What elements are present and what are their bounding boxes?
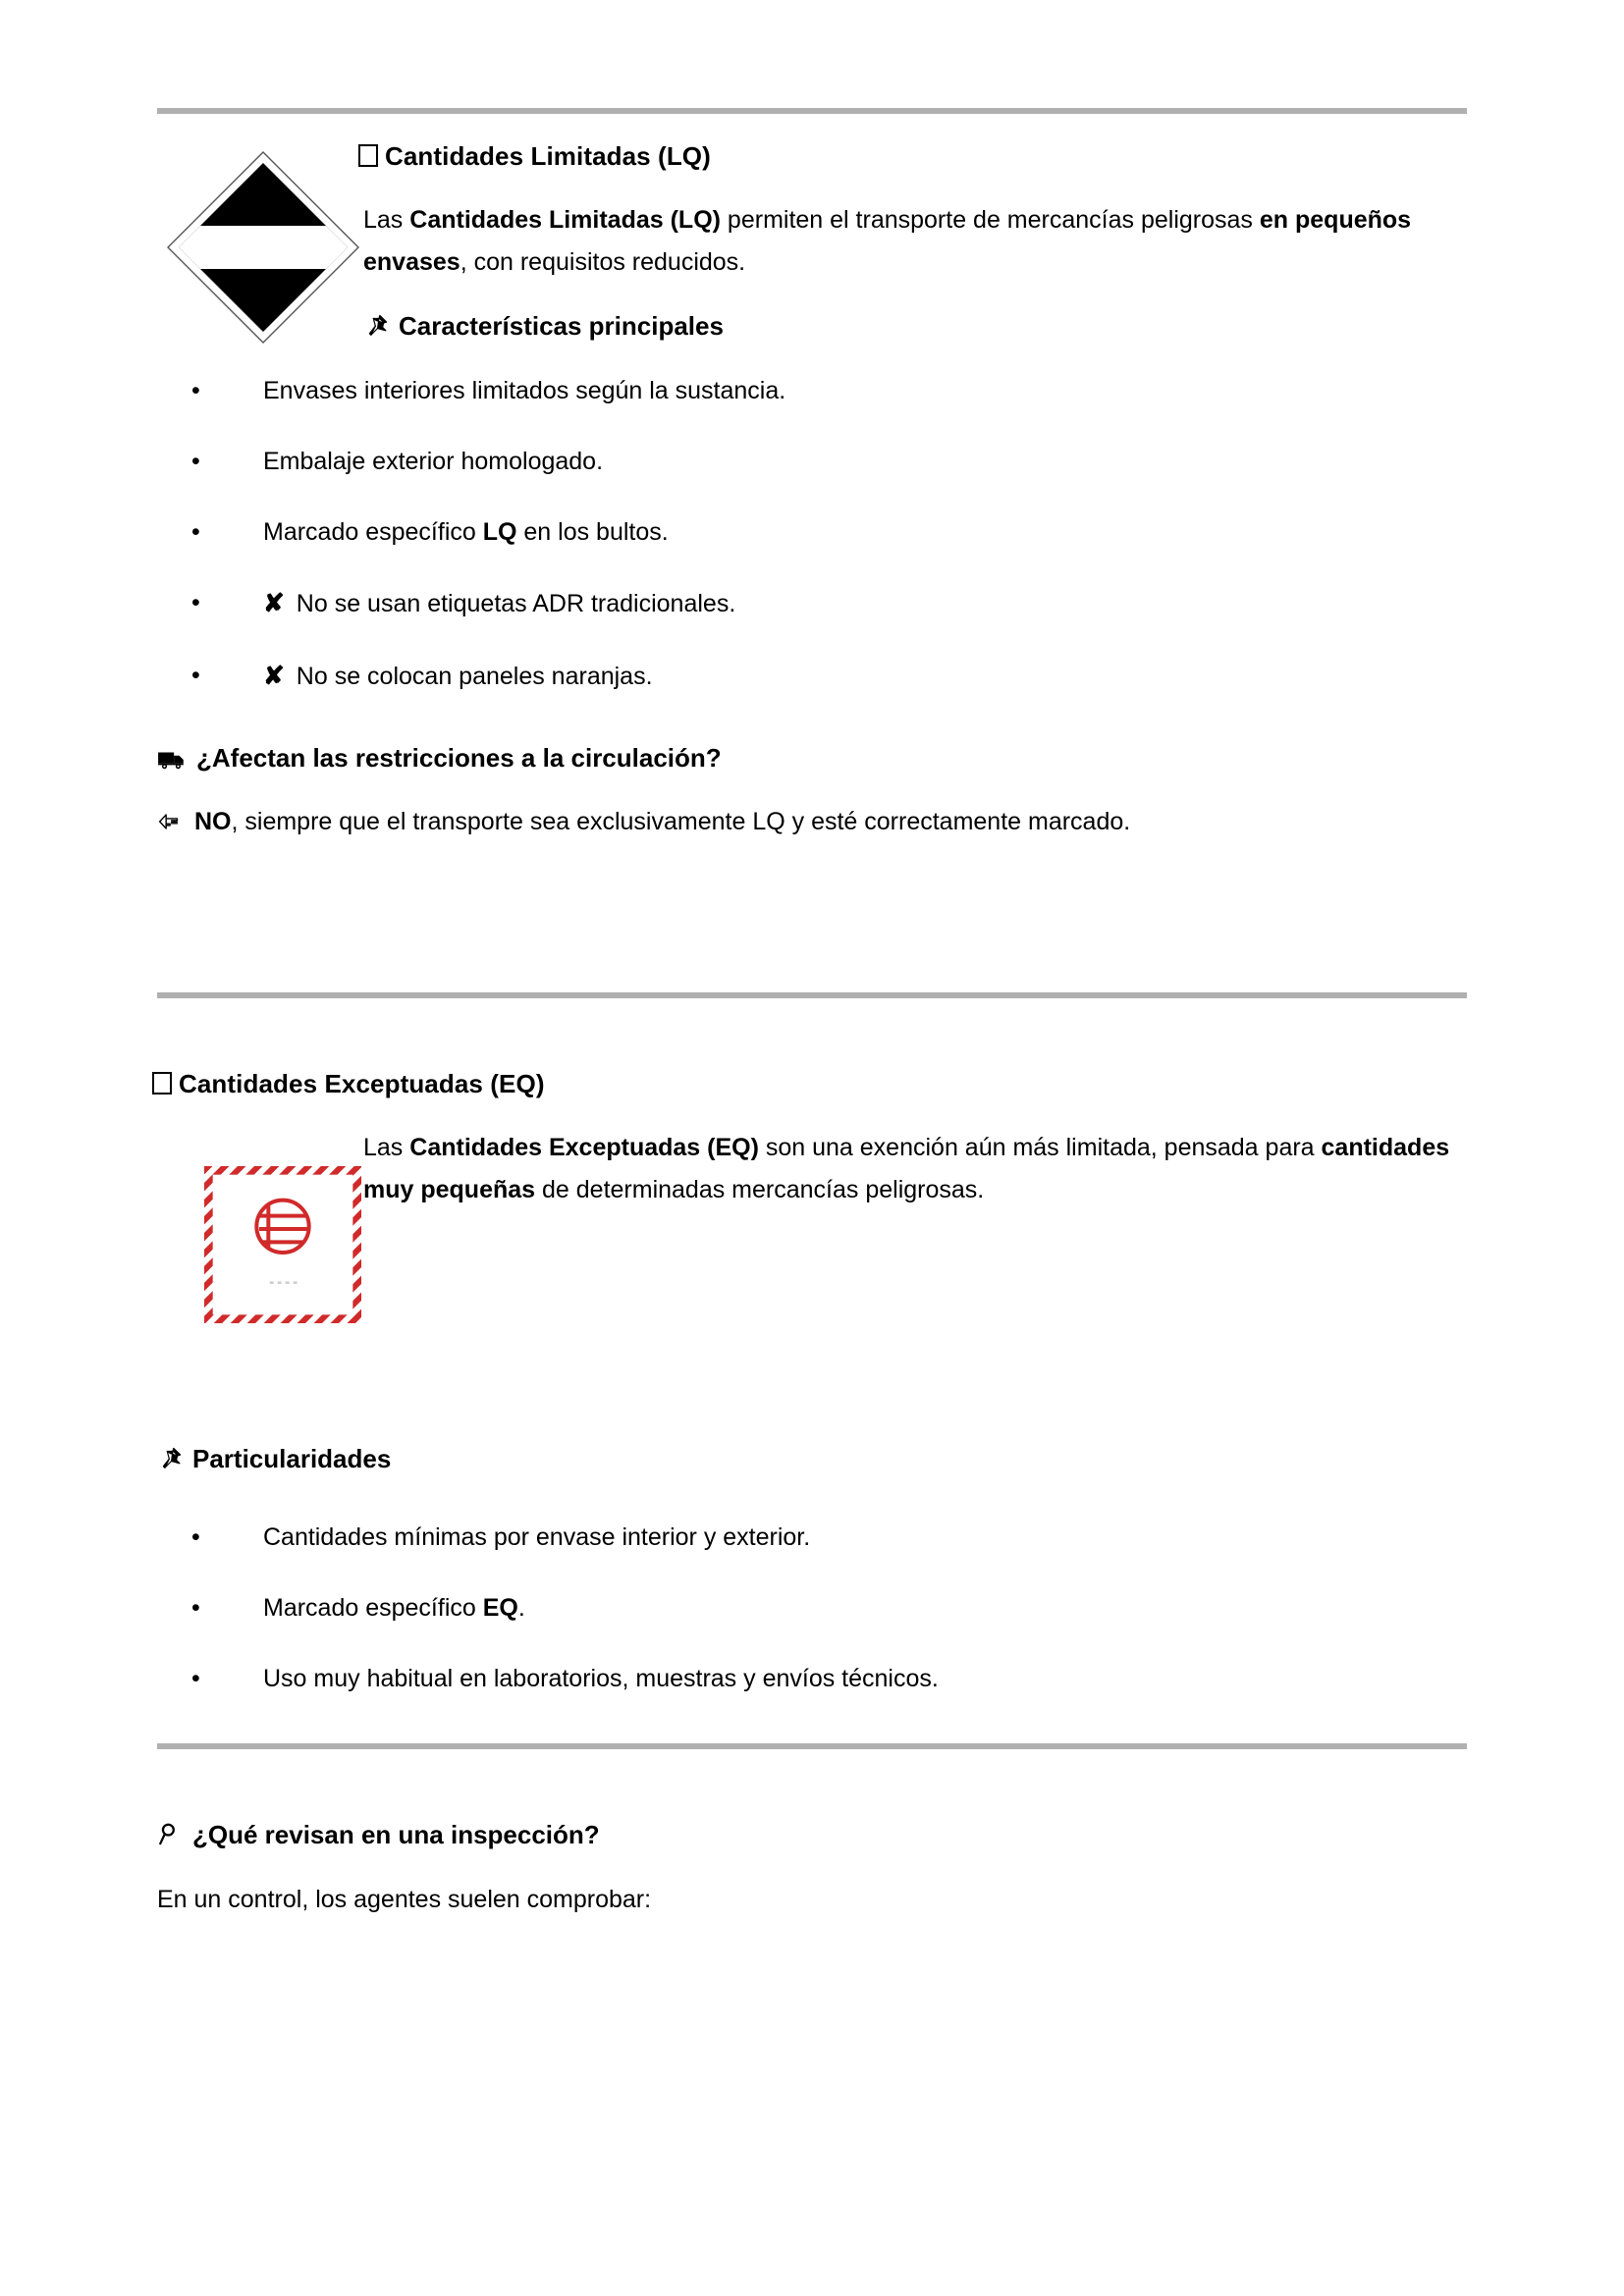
inspection-heading-text: ¿Qué revisan en una inspección? [192, 1820, 600, 1850]
inspection-heading [157, 1818, 1467, 1852]
list-item [157, 512, 1467, 552]
lq-answer-rest: , siempre que el transporte sea exclusivamente LQ y esté correctamente marcado. [231, 808, 1131, 836]
list-item [157, 1659, 1467, 1698]
eq-intro-text [363, 1127, 1467, 1211]
list-item [157, 442, 1467, 481]
list-item-text: Uso muy habitual en laboratorios, muestras y envíos técnicos. [263, 1665, 939, 1693]
lq-section-heading [363, 139, 1467, 174]
truck-icon [157, 749, 187, 771]
list-item-text: Cantidades mínimas por envase interior y exterior. [263, 1523, 811, 1552]
list-item [157, 1588, 1467, 1628]
eq-section-number-glyph [157, 1067, 179, 1101]
lq-heading-and-intro [363, 139, 1467, 344]
lq-intro-paragraph: Las Cantidades Limitadas (LQ) permiten el transporte de mercancías peligrosas en pequeños envases, con requisitos reducidos. [363, 206, 1412, 277]
lq-intro-bold-1: Cantidades Limitadas (LQ) [409, 206, 721, 235]
eq-section-heading [157, 1067, 1467, 1101]
bullet-glyph: • [191, 1665, 200, 1693]
page-content [157, 0, 1467, 1921]
list-item-text: Embalaje exterior homologado. [263, 448, 604, 475]
lq-restrictions-question [157, 741, 1467, 775]
list-item [157, 656, 1467, 697]
eq-subheading [157, 1442, 1467, 1476]
bullet-glyph: • [191, 377, 200, 404]
bullet-glyph: • [191, 589, 200, 616]
lq-section-header-block [157, 139, 1467, 346]
inspection-intro-paragraph: En un control, los agentes suelen comprobar: [157, 1885, 652, 1913]
list-item-text-bold: EQ [482, 1594, 518, 1623]
bullet-glyph: • [191, 1594, 200, 1623]
eq-mark-icon [204, 1166, 361, 1323]
pointing-hand-icon [157, 810, 185, 833]
lq-subheading-text: Características principales [399, 311, 724, 342]
list-item [157, 371, 1467, 410]
eq-intro-bold-2: cantidades muy pequeñas [363, 1134, 1450, 1204]
list-item [157, 1518, 1467, 1557]
lq-restrictions-answer [157, 801, 1467, 843]
cross-mark-icon: ✘ [263, 660, 285, 690]
eq-intro-paragraph: Las Cantidades Exceptuadas (EQ) son una exención aún más limitada, pensada para cantidades muy pequeñas de determinadas mercancías peligrosas. [363, 1134, 1450, 1204]
lq-bullet-list [157, 371, 1467, 696]
pushpin-icon [157, 1446, 183, 1471]
lq-answer-bold: NO [194, 808, 232, 836]
list-item-text-pre: Marcado específico [263, 1594, 483, 1623]
lq-diamond-mark-icon [165, 149, 361, 346]
lq-section-number-glyph [363, 139, 385, 174]
eq-section-heading-text: Cantidades Exceptuadas (EQ) [179, 1069, 545, 1099]
bullet-glyph: • [191, 661, 200, 689]
eq-subheading-text: Particularidades [192, 1444, 392, 1474]
list-item-text: Envases interiores limitados según la sustancia. [263, 377, 786, 404]
magnifier-icon [157, 1822, 183, 1847]
bullet-glyph: • [191, 448, 200, 475]
list-item-text-post: en los bultos. [516, 518, 669, 546]
list-item-text: No se colocan paneles naranjas. [296, 662, 653, 690]
lq-intro-bold-2: en pequeños envases [363, 206, 1412, 277]
pushpin-icon [363, 313, 389, 339]
list-item-text: No se usan etiquetas ADR tradicionales. [296, 590, 736, 617]
eq-bullet-list [157, 1518, 1467, 1698]
lq-subheading [363, 309, 1467, 344]
eq-intro-bold-1: Cantidades Exceptuadas (EQ) [409, 1134, 759, 1162]
eq-section-intro-block [157, 1127, 1467, 1348]
lq-section-heading-text: Cantidades Limitadas (LQ) [385, 141, 711, 171]
list-item-text-pre: Marcado específico [263, 518, 483, 546]
list-item [157, 583, 1467, 624]
list-item-text-bold: LQ [482, 518, 517, 546]
list-item-text-post: . [517, 1594, 525, 1623]
cross-mark-icon: ✘ [263, 588, 285, 617]
lq-restrictions-question-text: ¿Afectan las restricciones a la circulación? [196, 743, 722, 774]
bullet-glyph: • [191, 518, 200, 546]
bullet-glyph: • [191, 1523, 200, 1552]
